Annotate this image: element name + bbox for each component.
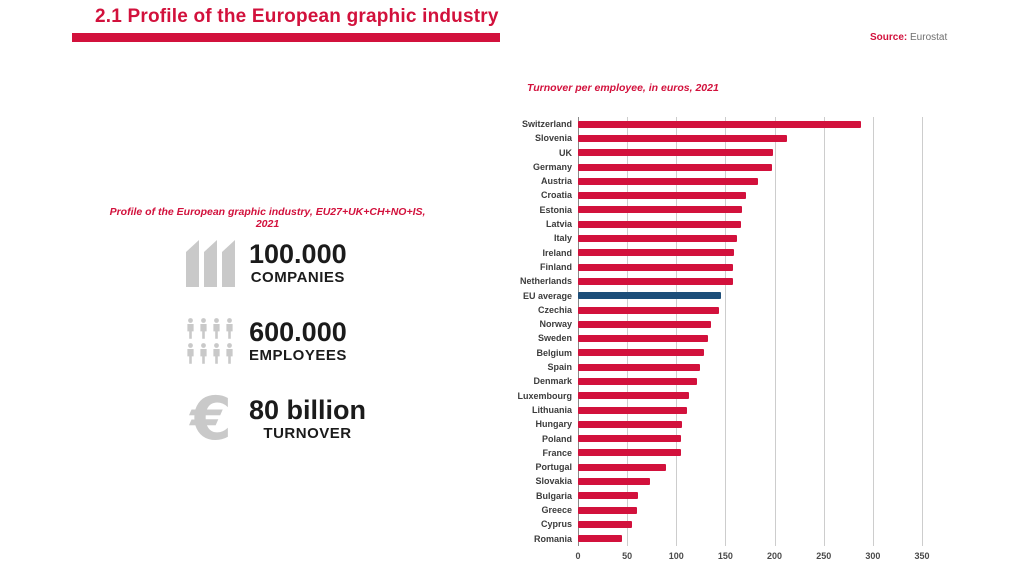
chart-row-label: EU average [522,290,572,301]
chart-bar [578,292,721,299]
chart-bar [578,521,632,528]
chart-row [578,417,922,431]
bar-chart-plot [578,117,922,546]
chart-row-label: Austria [540,176,572,187]
chart-bar [578,535,622,542]
gridline [922,117,923,546]
chart-bar [578,364,700,371]
stat-companies-value: 100.000 [249,239,347,270]
chart-bar [578,321,711,328]
chart-subtitle: Turnover per employee, in euros, 2021 [527,82,719,94]
stat-turnover-value: 80 billion [249,395,367,426]
chart-bar [578,178,758,185]
chart-labels [516,117,578,546]
axis-tick-label: 350 [914,551,930,561]
stat-companies [183,237,366,289]
chart-row-label: Latvia [545,219,572,230]
companies-icon [183,237,239,289]
chart-row-label: Slovenia [534,133,572,144]
chart-row-label: Ireland [542,247,572,258]
page-title: 2.1 Profile of the European graphic industry [95,6,499,27]
chart-row [578,160,922,174]
chart-row-label: Spain [547,362,572,373]
chart-row-label: Cyprus [540,519,572,530]
chart-row [578,460,922,474]
chart-row-label: Belgium [536,347,572,358]
chart-row [578,146,922,160]
chart-row-label: Norway [539,319,572,330]
chart-row [578,117,922,131]
euro-icon: € [190,384,232,454]
left-panel-caption: Profile of the European graphic industry, EU27+UK+CH+NO+IS, 2021 [109,206,426,230]
chart-row [578,331,922,345]
bar-chart [516,117,930,565]
chart-row [578,317,922,331]
chart-row [578,446,922,460]
chart-bar [578,492,638,499]
stat-companies-label: COMPANIES [250,268,345,286]
chart-row [578,131,922,145]
stat-turnover-label: TURNOVER [263,424,352,442]
chart-row [578,432,922,446]
source-value: Eurostat [910,32,948,43]
chart-row [578,489,922,503]
chart-row [578,517,922,531]
bar-chart-inner [516,117,922,546]
chart-bar [578,264,733,271]
chart-bar [578,349,704,356]
chart-row [578,360,922,374]
chart-bar [578,135,787,142]
stat-turnover [183,384,367,454]
chart-bar [578,221,741,228]
chart-bar [578,378,697,385]
axis-tick-label: 0 [575,551,581,561]
chart-axis-ticks [575,551,930,565]
chart-row-label: Poland [541,433,572,444]
chart-row-label: Hungary [535,419,572,430]
chart-bar [578,235,737,242]
chart-row [578,274,922,288]
chart-row [578,374,922,388]
chart-bar [578,206,742,213]
axis-tick-label: 100 [668,551,684,561]
chart-row-label: France [542,447,572,458]
axis-tick-label: 200 [767,551,783,561]
chart-row [578,503,922,517]
chart-bar [578,192,746,199]
chart-row [578,246,922,260]
chart-row-label: Denmark [533,376,572,387]
chart-row-label: Lithuania [532,404,572,415]
chart-row-label: Estonia [539,204,572,215]
chart-row-label: Germany [532,161,572,172]
source-note [870,32,947,43]
chart-bar [578,407,687,414]
axis-tick-label: 50 [622,551,633,561]
stats-panel [183,237,367,454]
chart-bar [578,435,681,442]
chart-row [578,188,922,202]
chart-bar [578,464,666,471]
chart-row-label: Czechia [537,304,572,315]
chart-row [578,174,922,188]
chart-row [578,217,922,231]
chart-row [578,303,922,317]
chart-row [578,389,922,403]
chart-bar [578,392,689,399]
chart-row-label: Portugal [535,462,572,473]
chart-bar [578,121,861,128]
chart-row [578,403,922,417]
stat-employees-text [249,318,347,364]
chart-row [578,289,922,303]
chart-bar [578,335,708,342]
stat-employees [183,315,366,367]
chart-bar [578,278,733,285]
chart-row-label: Netherlands [519,276,572,287]
axis-tick-label: 300 [865,551,881,561]
source-label: Source: [870,32,908,43]
chart-row [578,346,922,360]
chart-bar [578,307,719,314]
chart-row-label: Finland [540,261,572,272]
chart-row-label: Italy [553,233,572,244]
axis-tick-label: 150 [717,551,733,561]
chart-row-label: Bulgaria [535,490,572,501]
chart-row [578,231,922,245]
employees-icon [183,315,239,367]
chart-row-label: Romania [533,533,572,544]
chart-bar [578,478,650,485]
chart-bar [578,449,681,456]
title-underline-bar [72,33,500,42]
chart-row-label: Croatia [540,190,572,201]
chart-bar [578,249,734,256]
chart-row-label: Switzerland [521,119,572,129]
chart-row-label: Sweden [537,333,572,344]
chart-row [578,203,922,217]
chart-bar [578,507,637,514]
chart-bar [578,164,772,171]
chart-row [578,474,922,488]
chart-row-label: Slovakia [535,476,572,487]
chart-row-label: Luxembourg [517,390,572,401]
stat-companies-text [249,240,347,286]
chart-row-label: UK [559,147,572,158]
chart-row [578,260,922,274]
stat-turnover-text [249,396,366,442]
chart-row [578,532,922,546]
chart-row-label: Greece [541,505,572,516]
axis-tick-label: 250 [816,551,832,561]
stat-employees-value: 600.000 [249,317,347,348]
chart-bar [578,421,682,428]
stat-employees-label: EMPLOYEES [249,346,347,364]
chart-bar [578,149,773,156]
chart-bars [578,117,922,546]
